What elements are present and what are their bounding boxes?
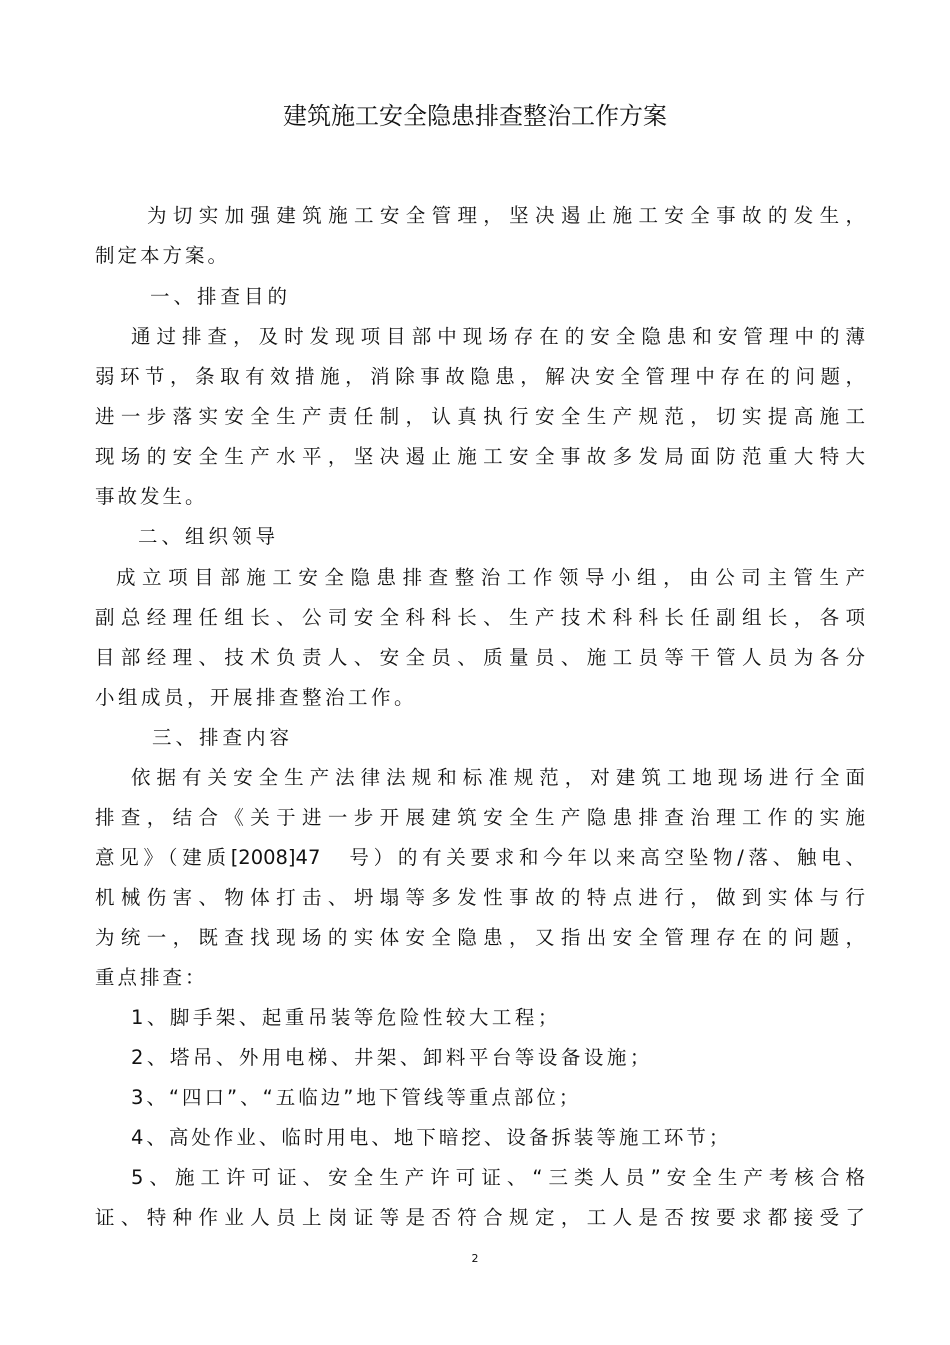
paragraph-line: 副总经理任组长、公司安全科科长、生产技术科科长任副组长，各项 <box>95 606 865 629</box>
paragraph-line: 现场的安全生产水平，坚决遏止施工安全事故多发局面防范重大特大 <box>95 445 865 468</box>
list-item: 5、施工许可证、安全生产许可证、“三类人员”安全生产考核合格 <box>131 1166 865 1189</box>
list-item: 4、高处作业、临时用电、地下暗挖、设备拆装等施工环节； <box>131 1126 732 1149</box>
paragraph-line: 小组成员，开展排查整治工作。 <box>95 686 418 709</box>
section-heading: 三、排查内容 <box>152 726 294 749</box>
paragraph-line: 通过排查，及时发现项目部中现场存在的安全隐患和安管理中的薄 <box>131 325 865 348</box>
paragraph-line: 机械伤害、物体打击、坍塌等多发性事故的特点进行，做到实体与行 <box>95 886 865 909</box>
paragraph-line: 重点排查： <box>95 966 208 989</box>
intro-line: 制定本方案。 <box>95 244 231 267</box>
paragraph-line: 排查，结合《关于进一步开展建筑安全生产隐患排查治理工作的实施 <box>95 806 865 829</box>
paragraph-line: 意见》（建质[2008]47 号）的有关要求和今年以来高空坠物/落、触电、 <box>95 846 865 869</box>
paragraph-line: 弱环节，条取有效措施，消除事故隐患，解决安全管理中存在的问题， <box>95 365 865 388</box>
document-title: 建筑施工安全隐患排查整治工作方案 <box>283 102 667 130</box>
paragraph-line: 成立项目部施工安全隐患排查整治工作领导小组，由公司主管生产 <box>116 566 865 589</box>
paragraph-line: 进一步落实安全生产责任制，认真执行安全生产规范，切实提高施工 <box>95 405 865 428</box>
section-heading: 一、排查目的 <box>150 285 292 308</box>
page-number: 2 <box>471 1252 479 1265</box>
paragraph-line: 依据有关安全生产法律法规和标准规范，对建筑工地现场进行全面 <box>131 766 865 789</box>
list-item: 3、“四口”、“五临边”地下管线等重点部位； <box>131 1086 582 1109</box>
list-item: 1、脚手架、起重吊装等危险性较大工程； <box>131 1006 561 1029</box>
paragraph-line: 事故发生。 <box>95 485 208 508</box>
list-item: 2、塔吊、外用电梯、井架、卸料平台等设备设施； <box>131 1046 653 1069</box>
paragraph-line: 为统一，既查找现场的实体安全隐患，又指出安全管理存在的问题， <box>95 926 865 949</box>
paragraph-line: 目部经理、技术负责人、安全员、质量员、施工员等干管人员为各分 <box>95 646 865 669</box>
list-item: 证、特种作业人员上岗证等是否符合规定，工人是否按要求都接受了 <box>95 1206 865 1229</box>
section-heading: 二、组织领导 <box>138 525 280 548</box>
intro-line: 为切实加强建筑施工安全管理，坚决遏止施工安全事故的发生， <box>147 204 865 227</box>
